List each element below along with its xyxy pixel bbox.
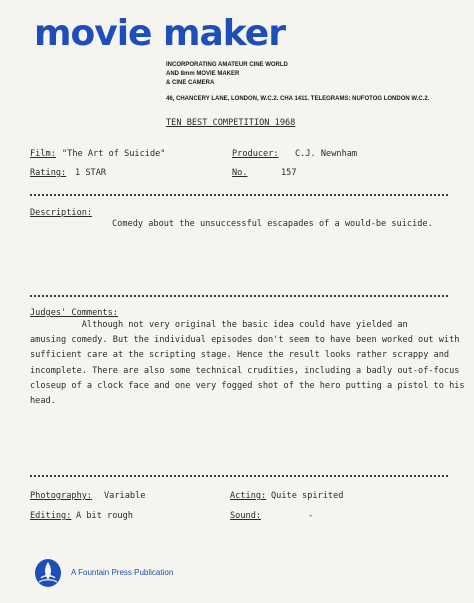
camera-line: & CINE CAMERA (166, 80, 215, 86)
acting-label: Acting: (230, 491, 267, 501)
number-label: No. (232, 168, 248, 178)
film-label: Film: (30, 149, 56, 159)
publisher-line: A Fountain Press Publication (71, 568, 174, 577)
comment-line: closeup of a clock face and one very fogged shot of the hero putting a pistol to his (30, 380, 465, 391)
incorporating-line: INCORPORATING AMATEUR CINE WORLD (166, 62, 288, 68)
description-text: Comedy about the unsuccessful escapades of a would-be suicide. (112, 219, 433, 229)
dotted-divider (30, 295, 448, 297)
film-value: "The Art of Suicide" (62, 149, 166, 159)
acting-value: Quite spirited (271, 491, 344, 501)
dotted-divider (30, 194, 448, 196)
address-line: 46, CHANCERY LANE, LONDON, W.C.2. CHA 1411. TELEGRAMS: NUFOTOG LONDON W.C.2. (166, 96, 430, 102)
judges-comments-label: Judges' Comments: (30, 308, 118, 318)
and-line: AND 8mm MOVIE MAKER (166, 71, 240, 77)
photography-label: Photography: (30, 491, 93, 501)
sound-label: Sound: (230, 511, 262, 521)
judges-comments-text (30, 318, 465, 409)
fountain-press-logo-icon (34, 556, 62, 588)
brand-logo-text: movie maker (34, 13, 285, 54)
sound-value: - (308, 511, 314, 521)
description-label: Description: (30, 208, 93, 218)
comment-line: amusing comedy. But the individual episodes don't seem to have been worked out with (30, 335, 460, 346)
photography-value: Variable (104, 491, 146, 501)
competition-title: TEN BEST COMPETITION 1968 (166, 118, 296, 128)
comment-line: incomplete. There are also some technical crudities, including a badly out-of-focus (30, 365, 460, 376)
comment-line: Although not very original the basic idea could have yielded an (30, 320, 408, 330)
editing-label: Editing: (30, 511, 72, 521)
rating-value: 1 STAR (75, 168, 107, 178)
producer-label: Producer: (232, 149, 279, 159)
comment-line: head. (30, 396, 56, 407)
number-value: 157 (281, 168, 297, 178)
dotted-divider (30, 475, 448, 477)
producer-value: C.J. Newnham (295, 149, 358, 159)
editing-value: A bit rough (76, 511, 133, 521)
rating-label: Rating: (30, 168, 67, 178)
comment-line: sufficient care at the scripting stage. Hence the result looks rather scrappy and (30, 350, 450, 361)
